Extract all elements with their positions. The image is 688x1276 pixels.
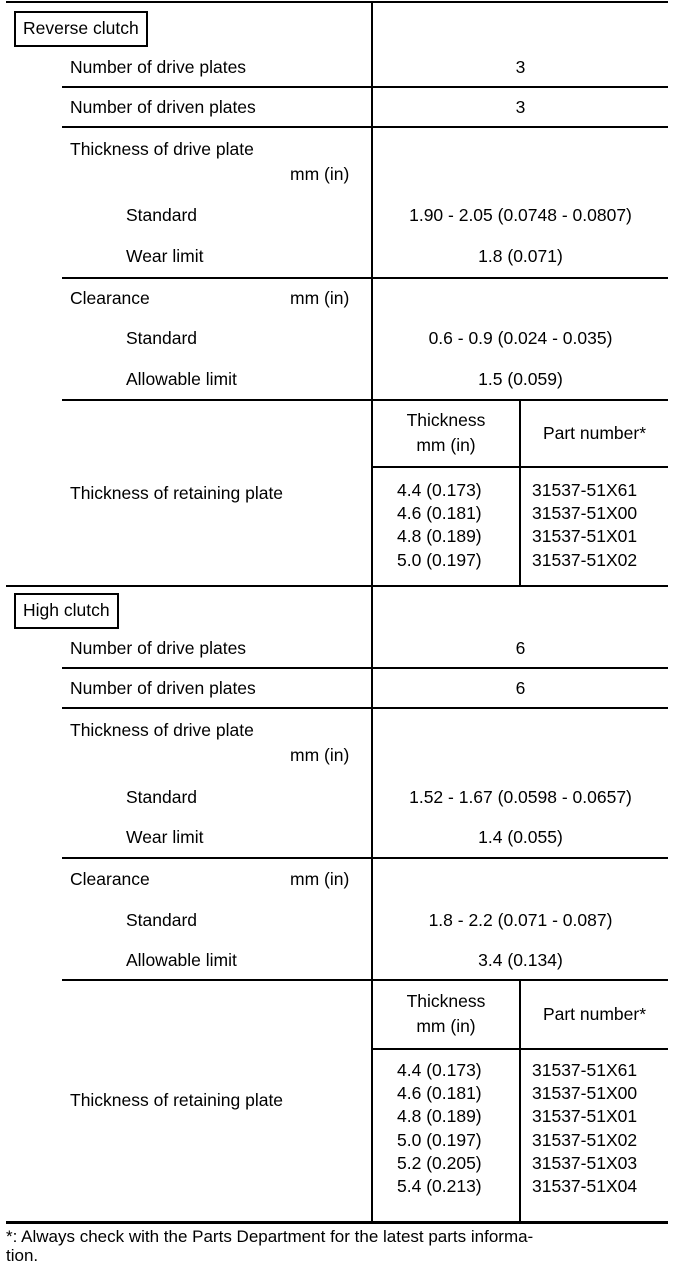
drive-plates-label: Number of drive plates — [70, 57, 247, 77]
list-item: 31537-51X04 — [532, 1176, 638, 1197]
retaining-col-thickness-unit: mm (in) — [416, 1016, 476, 1036]
clearance-unit: mm (in) — [290, 288, 350, 308]
section-heading-reverse-clutch: Reverse clutch — [14, 11, 148, 47]
sub-header-divider — [372, 1048, 668, 1050]
retaining-col-thickness-header: Thickness — [406, 410, 486, 430]
row-divider — [62, 86, 668, 88]
thickness-standard-value: 1.52 - 1.67 (0.0598 - 0.0657) — [409, 787, 632, 807]
list-item: 31537-51X00 — [532, 1083, 638, 1104]
driven-plates-value: 6 — [515, 678, 526, 698]
drive-plates-label: Number of drive plates — [70, 638, 247, 658]
thickness-wear-label: Wear limit — [126, 246, 204, 266]
retaining-col-thickness-header: Thickness — [406, 991, 486, 1011]
list-item: 4.8 (0.189) — [397, 526, 482, 547]
bottom-border — [6, 1221, 668, 1224]
retaining-part-list — [532, 1059, 637, 1198]
list-item: 31537-51X03 — [532, 1152, 638, 1173]
list-item: 31537-51X01 — [532, 526, 638, 547]
row-divider — [62, 857, 668, 859]
drive-plate-thickness-label: Thickness of drive plate — [70, 139, 254, 159]
list-item: 31537-51X61 — [532, 480, 638, 500]
clearance-unit: mm (in) — [290, 869, 350, 889]
row-divider — [62, 277, 668, 279]
clearance-allowable-label: Allowable limit — [126, 950, 237, 970]
driven-plates-label: Number of driven plates — [70, 678, 256, 698]
list-item: 31537-51X02 — [532, 549, 638, 570]
thickness-wear-value: 1.4 (0.055) — [478, 827, 563, 847]
row-divider — [62, 667, 668, 669]
clearance-standard-label: Standard — [126, 328, 198, 348]
section-heading-high-clutch: High clutch — [14, 593, 119, 629]
thickness-wear-value: 1.8 (0.071) — [478, 246, 563, 266]
section-divider — [6, 585, 668, 587]
row-divider — [62, 707, 668, 709]
retaining-plate-label: Thickness of retaining plate — [70, 1090, 284, 1110]
list-item: 31537-51X00 — [532, 503, 638, 524]
retaining-thickness-list — [397, 479, 482, 572]
list-item: 4.6 (0.181) — [397, 503, 482, 524]
clearance-allowable-value: 3.4 (0.134) — [478, 950, 563, 970]
sub-header-divider — [372, 466, 668, 468]
top-border — [6, 1, 668, 3]
list-item: 5.0 (0.197) — [397, 549, 482, 570]
drive-plates-value: 6 — [515, 638, 526, 658]
list-item: 5.2 (0.205) — [397, 1152, 482, 1173]
list-item: 4.4 (0.173) — [397, 480, 482, 500]
retaining-col-thickness-unit: mm (in) — [416, 435, 476, 455]
drive-plate-thickness-unit: mm (in) — [290, 164, 350, 184]
list-item: 31537-51X02 — [532, 1129, 638, 1150]
retaining-thickness-list — [397, 1059, 482, 1198]
thickness-standard-label: Standard — [126, 787, 198, 807]
thickness-standard-label: Standard — [126, 205, 198, 225]
row-divider — [62, 126, 668, 128]
list-item: 5.0 (0.197) — [397, 1129, 482, 1150]
list-item: 31537-51X01 — [532, 1106, 638, 1127]
drive-plate-thickness-label: Thickness of drive plate — [70, 720, 254, 740]
clearance-allowable-label: Allowable limit — [126, 369, 237, 389]
list-item: 4.4 (0.173) — [397, 1060, 482, 1080]
retaining-part-list — [532, 479, 637, 572]
list-item: 31537-51X61 — [532, 1060, 638, 1080]
drive-plate-thickness-unit: mm (in) — [290, 745, 350, 765]
retaining-plate-label: Thickness of retaining plate — [70, 483, 284, 503]
clearance-standard-value: 0.6 - 0.9 (0.024 - 0.035) — [428, 328, 613, 348]
list-item: 4.6 (0.181) — [397, 1083, 482, 1104]
drive-plates-value: 3 — [515, 57, 526, 77]
row-divider — [62, 979, 668, 981]
clearance-standard-value: 1.8 - 2.2 (0.071 - 0.087) — [428, 910, 613, 930]
retaining-col-part-header: Part number* — [542, 1004, 647, 1024]
retaining-col-part-header: Part number* — [542, 423, 647, 443]
clearance-label: Clearance — [70, 869, 150, 889]
thickness-wear-label: Wear limit — [126, 827, 204, 847]
clearance-label: Clearance — [70, 288, 150, 308]
row-divider — [62, 399, 668, 401]
column-divider — [371, 1, 373, 1222]
footnote: *: Always check with the Parts Department for the latest parts informa- tion. — [6, 1227, 534, 1265]
list-item: 5.4 (0.213) — [397, 1176, 482, 1197]
clearance-allowable-value: 1.5 (0.059) — [478, 369, 563, 389]
driven-plates-value: 3 — [515, 97, 526, 117]
clearance-standard-label: Standard — [126, 910, 198, 930]
list-item: 4.8 (0.189) — [397, 1106, 482, 1127]
thickness-standard-value: 1.90 - 2.05 (0.0748 - 0.0807) — [409, 205, 632, 225]
driven-plates-label: Number of driven plates — [70, 97, 256, 117]
